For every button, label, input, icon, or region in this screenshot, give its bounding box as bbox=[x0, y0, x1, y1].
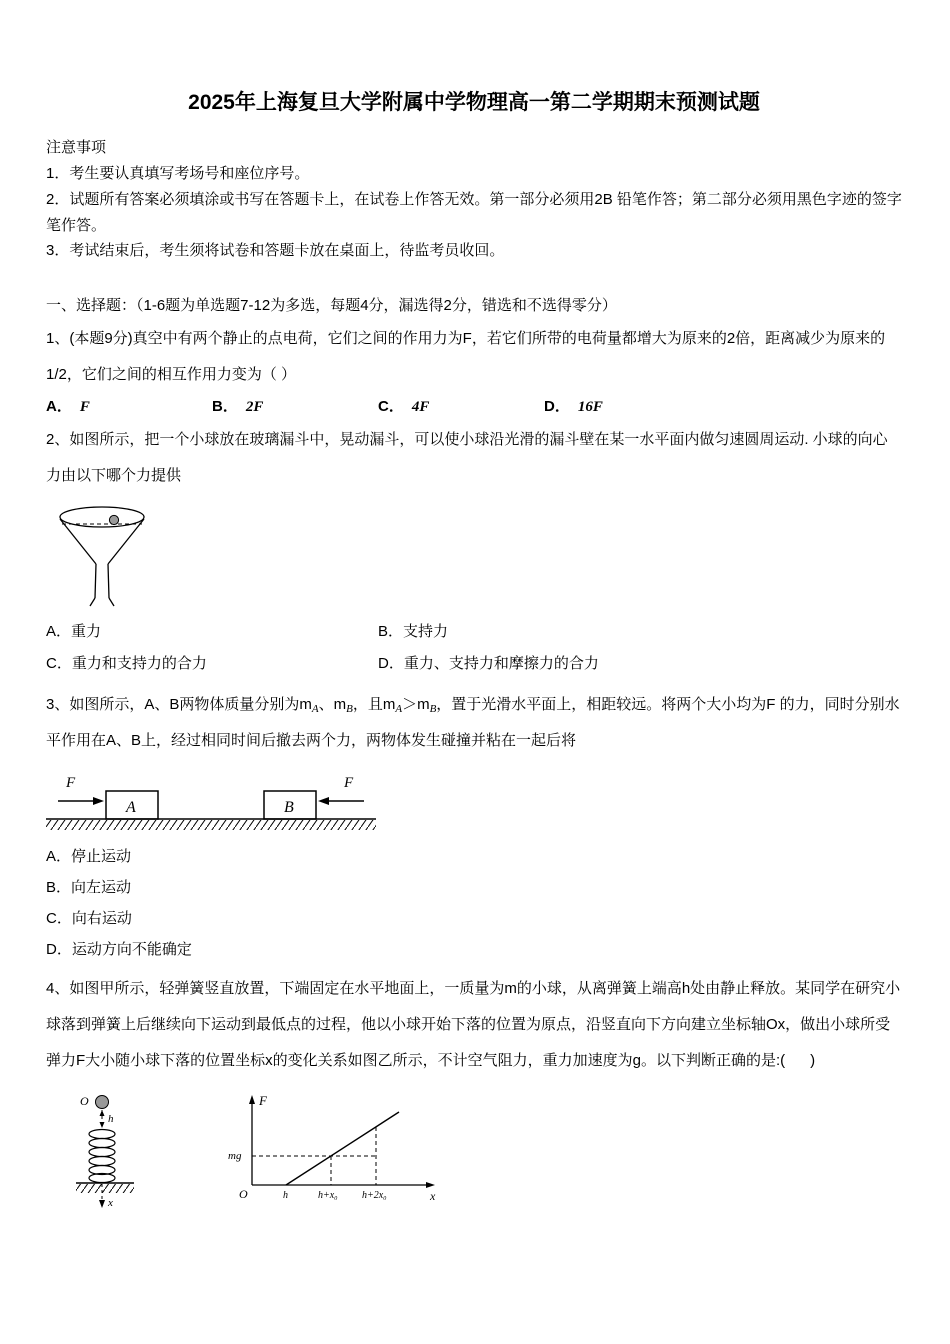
question-2-text: 2、如图所示，把一个小球放在玻璃漏斗中，晃动漏斗，可以使小球沿光滑的漏斗壁在某一水平面内做匀速圆周运动. 小球的向心力由以下哪个力提供 bbox=[46, 431, 888, 485]
spring-ball-diagram bbox=[70, 1089, 190, 1211]
subscript: B bbox=[346, 702, 353, 715]
force-position-graph bbox=[214, 1089, 444, 1211]
question-3-text bbox=[46, 687, 902, 759]
notice-item-1: 1．考生要认真填写考场号和座位序号。 bbox=[46, 165, 310, 182]
ball-icon bbox=[109, 516, 118, 525]
graph-origin-label: O bbox=[239, 1187, 248, 1202]
tick-h-2x0: h+2x₀ bbox=[362, 1190, 387, 1202]
option-label: B． bbox=[212, 398, 238, 416]
option-value: 4F bbox=[411, 399, 430, 416]
ball-icon bbox=[96, 1096, 109, 1109]
section-heading: 一、选择题：（1-6题为单选题7-12为多选，每题4分，漏选得2分，错选和不选得零分） bbox=[46, 297, 617, 315]
option-d: D．重力、支持力和摩擦力的合力 bbox=[378, 655, 599, 673]
notice-item-3: 3．考试结束后，考生须将试卷和答题卡放在桌面上，待监考员收回。 bbox=[46, 242, 505, 260]
block-a-label: A bbox=[126, 798, 136, 816]
text-segment: 3、如图所示，A、B两物体质量分别为m bbox=[46, 695, 312, 713]
question-1-text: 1、(本题9分)真空中有两个静止的点电荷，它们之间的作用力为F，若它们所带的电荷量都增大为原来的2倍，距离减少为原来的1/2，它们之间的相互作用力变为（ ） bbox=[46, 330, 886, 384]
question-4 bbox=[46, 971, 902, 1211]
question-2-options bbox=[46, 616, 902, 681]
option-d: D．运动方向不能确定 bbox=[46, 941, 192, 959]
option-a bbox=[46, 395, 212, 416]
subscript: B bbox=[429, 702, 437, 715]
option-label: A． bbox=[46, 398, 72, 416]
question-1-options bbox=[46, 395, 902, 416]
text-segment: ，置于光滑水平面上，相距较远。将两个大小均为F 的力，同时分别水平作用在A、B上，经过相同时间后撤去两个力，两物体发生碰撞并粘在一起后将 bbox=[46, 695, 900, 749]
option-c: C．向右运动 bbox=[46, 910, 132, 928]
height-label: h bbox=[108, 1113, 114, 1126]
option-d bbox=[544, 395, 710, 416]
question-4-text: 4、如图甲所示，轻弹簧竖直放置，下端固定在水平地面上，一质量为m的小球，从离弹簧上端高h处由静止释放。某同学在研究小球落到弹簧上后继续向下运动到最低点的过程，他以小球开始下落的位置为原点，沿竖直向下方向建立坐标轴Ox，做出小球所受弹力F大小随小球下落的位置坐标x的变化关系如图乙所示，不计空气阻力，重力加速度为g。以下判断正确的是:( ) bbox=[46, 980, 901, 1070]
force-label-left: F bbox=[66, 774, 76, 791]
force-label-right: F bbox=[344, 774, 354, 791]
question-3 bbox=[46, 687, 902, 966]
question-3-options bbox=[46, 841, 902, 966]
option-value: 16F bbox=[577, 399, 603, 416]
option-b: B．支持力 bbox=[378, 623, 449, 641]
origin-label: O bbox=[80, 1094, 89, 1109]
options-row bbox=[46, 648, 902, 680]
blocks-figure bbox=[46, 767, 902, 837]
blocks-diagram bbox=[46, 767, 376, 837]
mg-label: mg bbox=[228, 1150, 242, 1163]
text-segment: 、m bbox=[318, 695, 347, 713]
block-b-label: B bbox=[284, 798, 294, 816]
axis-label: x bbox=[108, 1197, 113, 1210]
option-b bbox=[212, 395, 378, 416]
text-segment: ＞m bbox=[402, 695, 430, 713]
notice-section bbox=[46, 136, 902, 264]
notice-heading: 注意事项 bbox=[46, 139, 107, 156]
option-a: A．停止运动 bbox=[46, 847, 132, 865]
option-c: C．重力和支持力的合力 bbox=[46, 655, 207, 673]
page-title: 2025年上海复旦大学附属中学物理高一第二学期期末预测试题 bbox=[188, 91, 760, 114]
option-label: C． bbox=[378, 398, 404, 416]
question-2 bbox=[46, 422, 902, 681]
options-row bbox=[46, 616, 902, 648]
subscript: A bbox=[395, 702, 403, 715]
funnel-diagram bbox=[54, 502, 150, 612]
subscript: A bbox=[311, 702, 319, 715]
option-value: F bbox=[79, 399, 90, 416]
y-axis-label: F bbox=[259, 1093, 267, 1109]
tick-h: h bbox=[283, 1190, 288, 1202]
option-b: B．向左运动 bbox=[46, 878, 132, 896]
question-1 bbox=[46, 321, 902, 416]
option-c bbox=[378, 395, 544, 416]
tick-h-x0: h+x₀ bbox=[318, 1190, 338, 1202]
text-segment: ，且m bbox=[352, 695, 396, 713]
notice-item-2: 2．试题所有答案必须填涂或书写在答题卡上，在试卷上作答无效。第一部分必须用2B 铅笔作答；第二部分必须用黑色字迹的签字笔作答。 bbox=[46, 190, 902, 234]
funnel-figure bbox=[54, 502, 902, 612]
option-value: 2F bbox=[245, 399, 264, 416]
x-axis-label: x bbox=[430, 1189, 436, 1204]
option-label: D． bbox=[544, 398, 570, 416]
option-a: A．重力 bbox=[46, 623, 102, 641]
question-4-figures bbox=[70, 1089, 902, 1211]
